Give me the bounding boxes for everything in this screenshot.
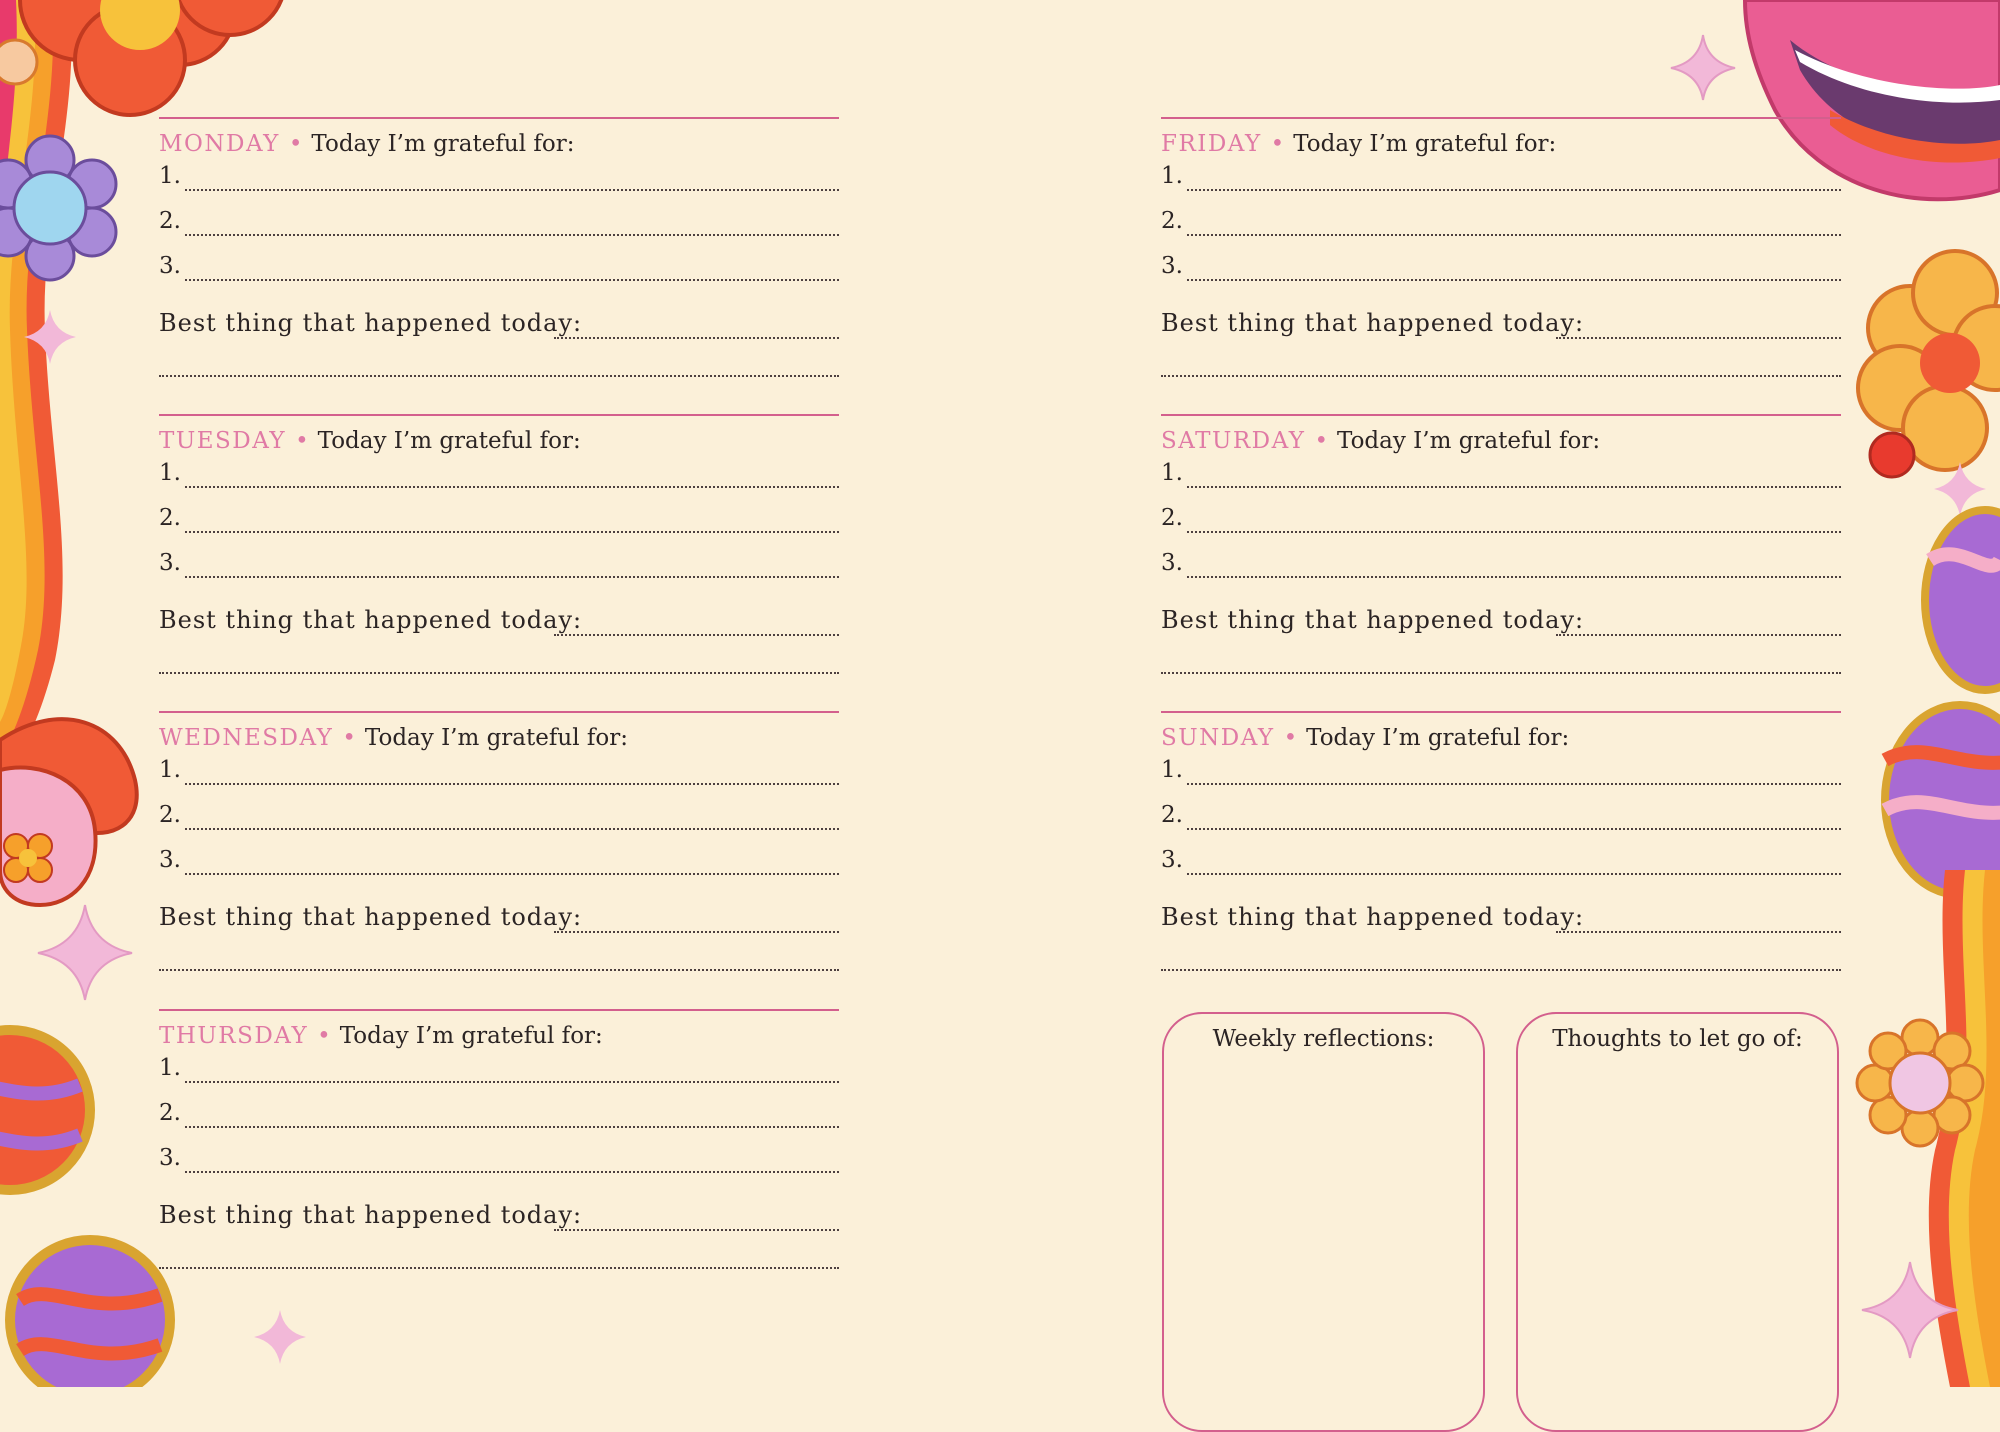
dotted-line: [1187, 189, 1841, 191]
best-thing-label: Best thing that happened today:: [1161, 309, 1590, 337]
day-header: [1161, 131, 1556, 157]
dotted-line: [1556, 337, 1841, 339]
day-name: WEDNESDAY: [159, 725, 334, 751]
best-thing-label: Best thing that happened today:: [1161, 606, 1590, 634]
day-header: [159, 725, 628, 751]
day-name: FRIDAY: [1161, 131, 1262, 157]
dotted-line: [1187, 576, 1841, 578]
best-thing-line[interactable]: [1161, 897, 1841, 933]
best-thing-line[interactable]: [1161, 600, 1841, 636]
item-number: 2.: [159, 802, 181, 828]
sparkle-icon: [254, 1310, 306, 1364]
dotted-line: [185, 1081, 839, 1083]
day-name: SATURDAY: [1161, 428, 1306, 454]
best-thing-label: Best thing that happened today:: [159, 309, 588, 337]
best-thing-line[interactable]: [159, 600, 839, 636]
item-number: 3.: [1161, 847, 1183, 873]
small-flower-left-icon: [0, 40, 37, 84]
item-number: 2.: [1161, 802, 1183, 828]
gratitude-line-1[interactable]: [1161, 753, 1841, 785]
day-entry-friday: [1161, 117, 1841, 382]
item-number: 1.: [1161, 163, 1183, 189]
item-number: 2.: [159, 505, 181, 531]
best-thing-line[interactable]: [159, 1195, 839, 1231]
sparkle-icon: [38, 905, 132, 1000]
extra-line[interactable]: [1161, 375, 1841, 377]
gratitude-line-3[interactable]: [159, 546, 839, 578]
sunglasses-right-icon: [1885, 510, 2000, 895]
item-number: 3.: [159, 550, 181, 576]
gratitude-line-3[interactable]: [1161, 546, 1841, 578]
item-number: 1.: [159, 163, 181, 189]
best-thing-label: Best thing that happened today:: [1161, 903, 1590, 931]
divider: [159, 1009, 839, 1011]
dotted-line: [185, 531, 839, 533]
item-number: 3.: [1161, 550, 1183, 576]
best-thing-line[interactable]: [1161, 303, 1841, 339]
dotted-line: [554, 337, 839, 339]
dotted-line: [1187, 828, 1841, 830]
divider: [1161, 414, 1841, 416]
gratitude-line-1[interactable]: [159, 753, 839, 785]
grateful-prompt: Today I’m grateful for:: [1337, 428, 1601, 454]
item-number: 1.: [159, 757, 181, 783]
weekly-reflections-box[interactable]: [1162, 1012, 1485, 1432]
gratitude-line-1[interactable]: [1161, 159, 1841, 191]
gratitude-line-3[interactable]: [159, 1141, 839, 1173]
dotted-line: [554, 1229, 839, 1231]
dotted-line: [185, 576, 839, 578]
dotted-line: [1187, 279, 1841, 281]
extra-line[interactable]: [1161, 969, 1841, 971]
gratitude-line-1[interactable]: [1161, 456, 1841, 488]
dotted-line: [185, 189, 839, 191]
day-entry-thursday: [159, 1009, 839, 1274]
separator-dot: •: [1314, 428, 1329, 454]
extra-line[interactable]: [159, 672, 839, 674]
item-number: 3.: [1161, 253, 1183, 279]
small-flower-right-icon: [1870, 433, 1914, 477]
day-entry-wednesday: [159, 711, 839, 976]
dotted-line: [185, 1126, 839, 1128]
dotted-line: [185, 873, 839, 875]
dotted-line: [185, 234, 839, 236]
gratitude-line-3[interactable]: [159, 843, 839, 875]
dotted-line: [185, 783, 839, 785]
best-thing-line[interactable]: [159, 897, 839, 933]
dotted-line: [1556, 634, 1841, 636]
day-header: [159, 1023, 603, 1049]
dotted-line: [554, 931, 839, 933]
daisy-orange-icon: [1857, 1020, 1983, 1146]
day-name: SUNDAY: [1161, 725, 1275, 751]
dotted-line: [185, 1171, 839, 1173]
gratitude-line-3[interactable]: [159, 249, 839, 281]
item-number: 1.: [159, 460, 181, 486]
dotted-line: [1187, 486, 1841, 488]
gratitude-line-2[interactable]: [1161, 798, 1841, 830]
day-entry-sunday: [1161, 711, 1841, 976]
extra-line[interactable]: [159, 969, 839, 971]
dotted-line: [1187, 234, 1841, 236]
separator-dot: •: [342, 725, 356, 751]
item-number: 2.: [159, 1100, 181, 1126]
dotted-line: [185, 486, 839, 488]
dotted-line: [554, 634, 839, 636]
dotted-line: [185, 279, 839, 281]
gratitude-line-1[interactable]: [159, 1051, 839, 1083]
day-name: MONDAY: [159, 131, 280, 157]
item-number: 2.: [1161, 208, 1183, 234]
separator-dot: •: [295, 428, 309, 454]
day-entry-monday: [159, 117, 839, 382]
gratitude-line-3[interactable]: [1161, 843, 1841, 875]
dotted-line: [1556, 931, 1841, 933]
gratitude-line-2[interactable]: [159, 501, 839, 533]
grateful-prompt: Today I’m grateful for:: [317, 428, 581, 454]
item-number: 1.: [1161, 757, 1183, 783]
dotted-line: [1187, 873, 1841, 875]
grateful-prompt: Today I’m grateful for:: [311, 131, 575, 157]
best-thing-line[interactable]: [159, 303, 839, 339]
item-number: 3.: [159, 847, 181, 873]
item-number: 2.: [159, 208, 181, 234]
best-thing-label: Best thing that happened today:: [159, 606, 588, 634]
divider: [159, 117, 839, 119]
gratitude-line-2[interactable]: [159, 204, 839, 236]
best-thing-label: Best thing that happened today:: [159, 1201, 588, 1229]
grateful-prompt: Today I’m grateful for:: [1293, 131, 1557, 157]
grateful-prompt: Today I’m grateful for:: [339, 1023, 603, 1049]
sunglasses-left-icon: [0, 1030, 170, 1387]
gratitude-line-3[interactable]: [1161, 249, 1841, 281]
separator-dot: •: [1283, 725, 1298, 751]
divider: [159, 711, 839, 713]
day-header: [159, 131, 574, 157]
gratitude-line-2[interactable]: [159, 798, 839, 830]
extra-line[interactable]: [159, 375, 839, 377]
item-number: 3.: [159, 1145, 181, 1171]
gratitude-line-2[interactable]: [1161, 204, 1841, 236]
item-number: 1.: [159, 1055, 181, 1081]
gratitude-line-2[interactable]: [1161, 501, 1841, 533]
separator-dot: •: [1270, 131, 1285, 157]
grateful-prompt: Today I’m grateful for:: [1306, 725, 1570, 751]
small-flower-left-icon: [4, 834, 52, 882]
best-thing-label: Best thing that happened today:: [159, 903, 588, 931]
thoughts-to-let-go-box[interactable]: [1516, 1012, 1839, 1432]
thoughts-to-let-go-title: Thoughts to let go of:: [1552, 1026, 1803, 1052]
wavy-rainbow-left-icon: [0, 0, 72, 780]
dotted-line: [1187, 531, 1841, 533]
item-number: 3.: [159, 253, 181, 279]
extra-line[interactable]: [1161, 672, 1841, 674]
dotted-line: [185, 828, 839, 830]
item-number: 1.: [1161, 460, 1183, 486]
gratitude-line-1[interactable]: [159, 159, 839, 191]
day-name: THURSDAY: [159, 1023, 309, 1049]
divider: [159, 414, 839, 416]
day-header: [1161, 428, 1600, 454]
day-entry-tuesday: [159, 414, 839, 679]
day-header: [1161, 725, 1569, 751]
gratitude-line-1[interactable]: [159, 456, 839, 488]
sparkle-icon: [1671, 35, 1735, 100]
day-entry-saturday: [1161, 414, 1841, 679]
item-number: 2.: [1161, 505, 1183, 531]
separator-dot: •: [317, 1023, 331, 1049]
extra-line[interactable]: [159, 1267, 839, 1269]
separator-dot: •: [288, 131, 303, 157]
grateful-prompt: Today I’m grateful for:: [364, 725, 628, 751]
gratitude-line-2[interactable]: [159, 1096, 839, 1128]
day-name: TUESDAY: [159, 428, 287, 454]
divider: [1161, 117, 1841, 119]
weekly-reflections-title: Weekly reflections:: [1212, 1026, 1435, 1052]
day-header: [159, 428, 581, 454]
divider: [1161, 711, 1841, 713]
dotted-line: [1187, 783, 1841, 785]
